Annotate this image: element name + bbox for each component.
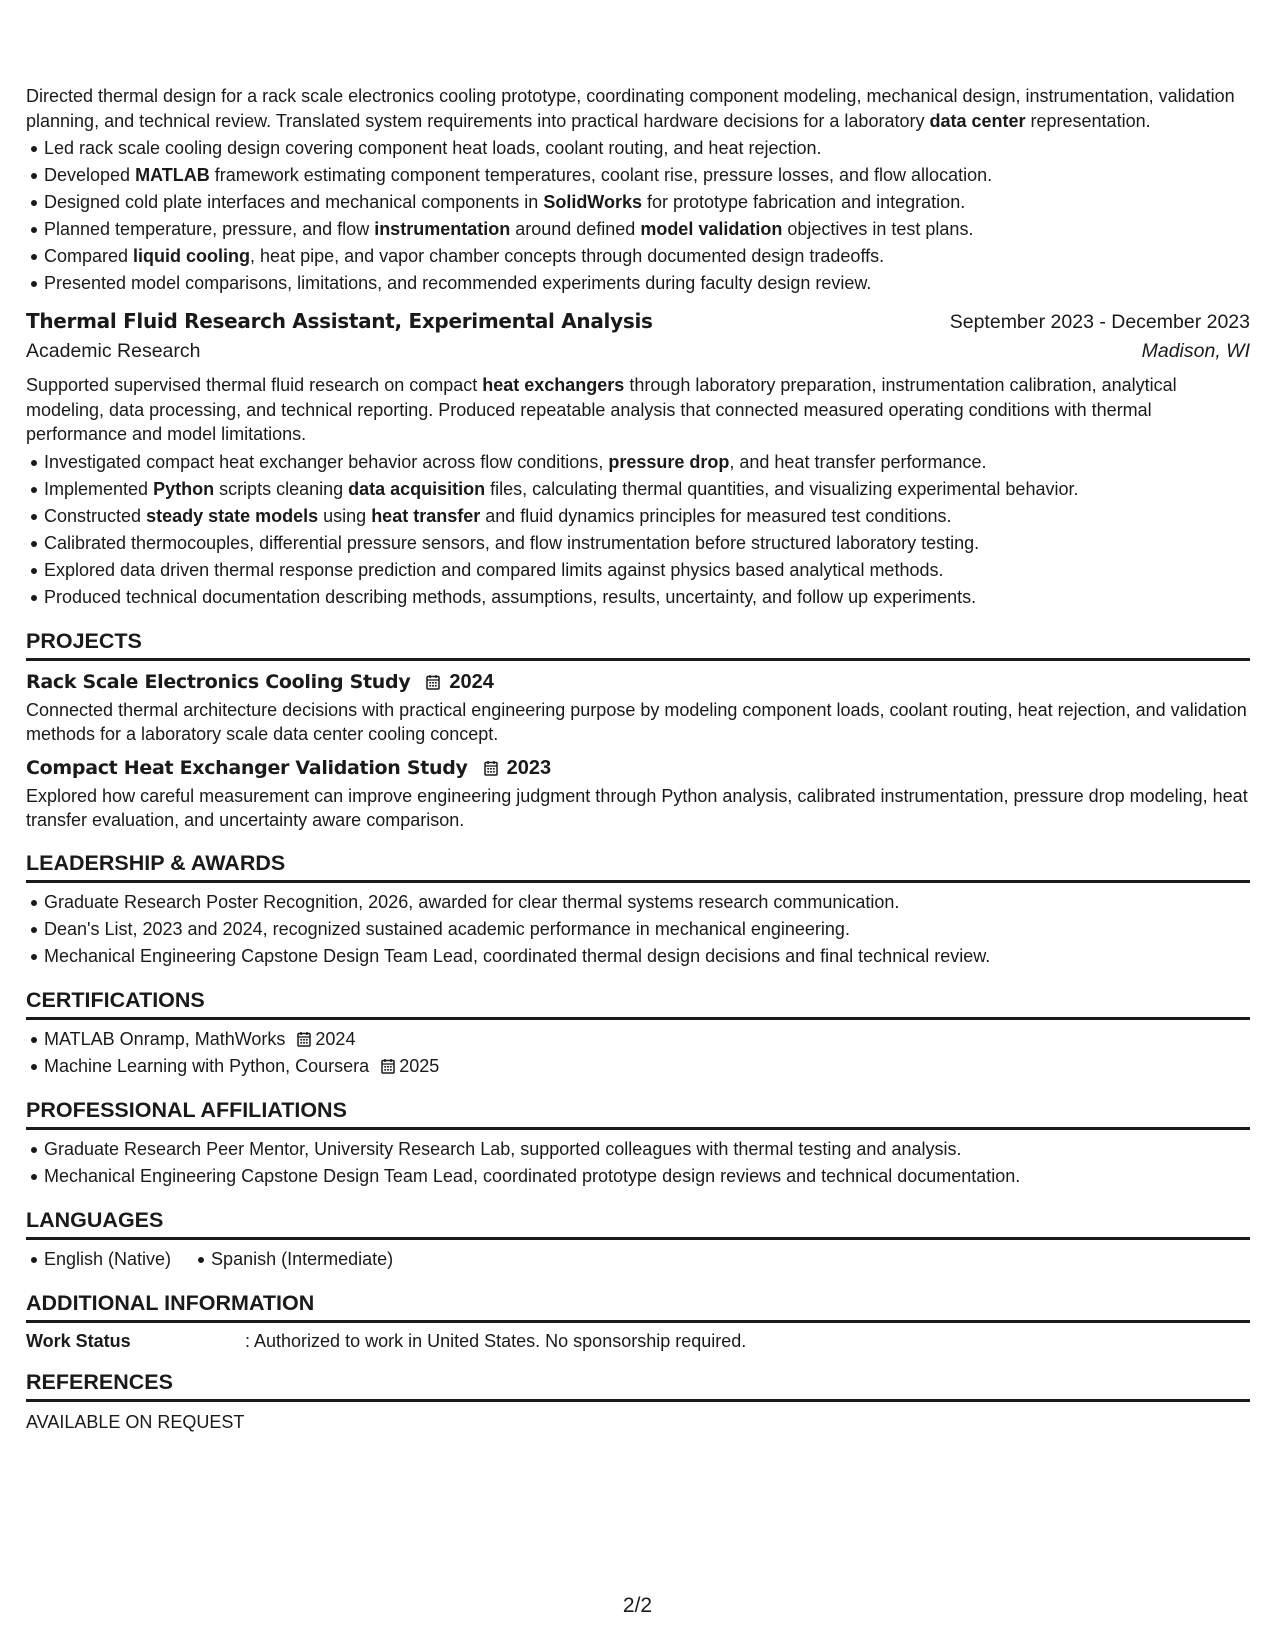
references-heading: REFERENCES — [26, 1370, 1250, 1402]
bold-keyword: SolidWorks — [543, 192, 642, 212]
certifications-heading: CERTIFICATIONS — [26, 988, 1250, 1020]
language-item: Spanish (Intermediate) — [211, 1246, 393, 1273]
list-item: Dean's List, 2023 and 2024, recognized sustained academic performance in mechanical engineering. — [44, 916, 1250, 943]
languages-list — [26, 1246, 1250, 1273]
project-name: Rack Scale Electronics Cooling Study — [26, 671, 411, 693]
bullet-item: Planned temperature, pressure, and flow instrumentation around defined model validation objectives in test plans. — [44, 216, 1250, 243]
resume-page — [26, 84, 1250, 1433]
calendar-icon — [484, 760, 498, 776]
bold-keyword: instrumentation — [374, 219, 511, 239]
bold-keyword: heat exchangers — [482, 375, 625, 395]
bold-keyword: Python — [153, 478, 215, 499]
references-text: AVAILABLE ON REQUEST — [26, 1411, 245, 1432]
bullet-item: Constructed steady state models using heat transfer and fluid dynamics principles for measured test conditions. — [44, 503, 1250, 530]
bold-keyword: heat transfer — [371, 505, 481, 526]
projects-list — [26, 671, 1250, 833]
certification-year: 2024 — [315, 1028, 356, 1049]
languages-heading: LANGUAGES — [26, 1208, 1250, 1240]
project-header — [26, 757, 1250, 780]
page-number: 2/2 — [622, 1594, 653, 1617]
certifications-list — [26, 1026, 1250, 1080]
bold-keyword: data acquisition — [348, 478, 486, 499]
bold-keyword: MATLAB — [135, 165, 210, 185]
bullet-item: Presented model comparisons, limitations, and recommended experiments during faculty design review. — [44, 270, 1250, 297]
bullet-item: Compared liquid cooling, heat pipe, and vapor chamber concepts through documented design tradeoffs. — [44, 243, 1250, 270]
bold-keyword: steady state models — [146, 505, 319, 526]
job1-description: Directed thermal design for a rack scale electronics cooling prototype, coordinating component modeling, mechanical design, instrumentation, validation planning, and technical review. Translated system requirements into practical hardware decisions for a laboratory data center representation. — [26, 86, 1235, 131]
list-item: Graduate Research Poster Recognition, 2026, awarded for clear thermal systems research communication. — [44, 889, 1250, 916]
project-description: Explored how careful measurement can improve engineering judgment through Python analysis, calibrated instrumentation, pressure drop modeling, heat transfer evaluation, and uncertainty aware comparison. — [26, 785, 1248, 830]
bullet-item: Designed cold plate interfaces and mechanical components in SolidWorks for prototype fabrication and integration. — [44, 189, 1250, 216]
project-item — [26, 757, 1250, 833]
bold-keyword: pressure drop — [608, 451, 730, 472]
certification-name: Machine Learning with Python, Coursera — [44, 1055, 370, 1076]
affiliations-heading: PROFESSIONAL AFFILIATIONS — [26, 1098, 1250, 1130]
project-item — [26, 671, 1250, 747]
certification-name: MATLAB Onramp, MathWorks — [44, 1028, 286, 1049]
work-status-row — [26, 1331, 1250, 1352]
affiliations-list — [26, 1136, 1250, 1190]
certification-year: 2025 — [399, 1055, 440, 1076]
bold-keyword: model validation — [640, 219, 783, 239]
job2-location: Madison, WI — [1141, 340, 1250, 362]
calendar-icon — [426, 674, 440, 690]
job2-dates: September 2023 - December 2023 — [949, 311, 1250, 333]
calendar-icon — [297, 1031, 311, 1047]
project-description: Connected thermal architecture decisions with practical engineering purpose by modeling component loads, coolant routing, heat rejection, and validation methods for a laboratory scale data center cooling concept. — [26, 699, 1247, 744]
additional-heading: ADDITIONAL INFORMATION — [26, 1291, 1250, 1323]
bold-keyword: data center — [929, 110, 1026, 131]
list-item: Graduate Research Peer Mentor, University Research Lab, supported colleagues with thermal testing and analysis. — [44, 1136, 1250, 1163]
bullet-item: Led rack scale cooling design covering component heat loads, coolant routing, and heat rejection. — [44, 135, 1250, 162]
job2-organization: Academic Research — [26, 340, 201, 362]
job2-title: Thermal Fluid Research Assistant, Experimental Analysis — [26, 309, 653, 333]
list-item — [44, 1053, 1250, 1080]
project-name: Compact Heat Exchanger Validation Study — [26, 757, 468, 779]
project-header — [26, 671, 1250, 694]
job2-description: Supported supervised thermal fluid research on compact heat exchangers through laboratory preparation, instrumentation calibration, analytical modeling, data processing, and technical reporting. Produced repeatable analysis that connected measured operating conditions with thermal performance and model limitations. — [26, 375, 1177, 444]
calendar-icon — [381, 1058, 395, 1074]
list-item: Mechanical Engineering Capstone Design Team Lead, coordinated thermal design decisions and final technical review. — [44, 943, 1250, 970]
language-item: English (Native) — [44, 1246, 171, 1273]
job2-header — [26, 309, 1250, 334]
project-year: 2024 — [449, 670, 494, 693]
projects-heading: PROJECTS — [26, 629, 1250, 661]
bullet-item: Implemented Python scripts cleaning data acquisition files, calculating thermal quantities, and visualizing experimental behavior. — [44, 476, 1250, 503]
bullet-item: Developed MATLAB framework estimating component temperatures, coolant rise, pressure losses, and flow allocation. — [44, 162, 1250, 189]
bullet-item: Calibrated thermocouples, differential pressure sensors, and flow instrumentation before structured laboratory testing. — [44, 530, 1250, 557]
bold-keyword: liquid cooling — [133, 246, 251, 266]
list-item — [44, 1026, 1250, 1053]
job1-bullets — [26, 135, 1250, 297]
leadership-heading: LEADERSHIP & AWARDS — [26, 851, 1250, 883]
job2-bullets — [26, 449, 1250, 611]
project-year: 2023 — [506, 756, 552, 779]
bullet-item: Explored data driven thermal response prediction and compared limits against physics based analytical methods. — [44, 557, 1250, 584]
work-status-value: : Authorized to work in United States. No sponsorship required. — [245, 1330, 747, 1351]
bullet-item: Investigated compact heat exchanger behavior across flow conditions, pressure drop, and heat transfer performance. — [44, 449, 1250, 476]
bullet-item: Produced technical documentation describing methods, assumptions, results, uncertainty, and follow up experiments. — [44, 584, 1250, 611]
work-status-label: Work Status — [26, 1330, 131, 1351]
list-item: Mechanical Engineering Capstone Design Team Lead, coordinated prototype design reviews and technical documentation. — [44, 1163, 1250, 1190]
leadership-list — [26, 889, 1250, 970]
job2-subheader — [26, 340, 1250, 363]
